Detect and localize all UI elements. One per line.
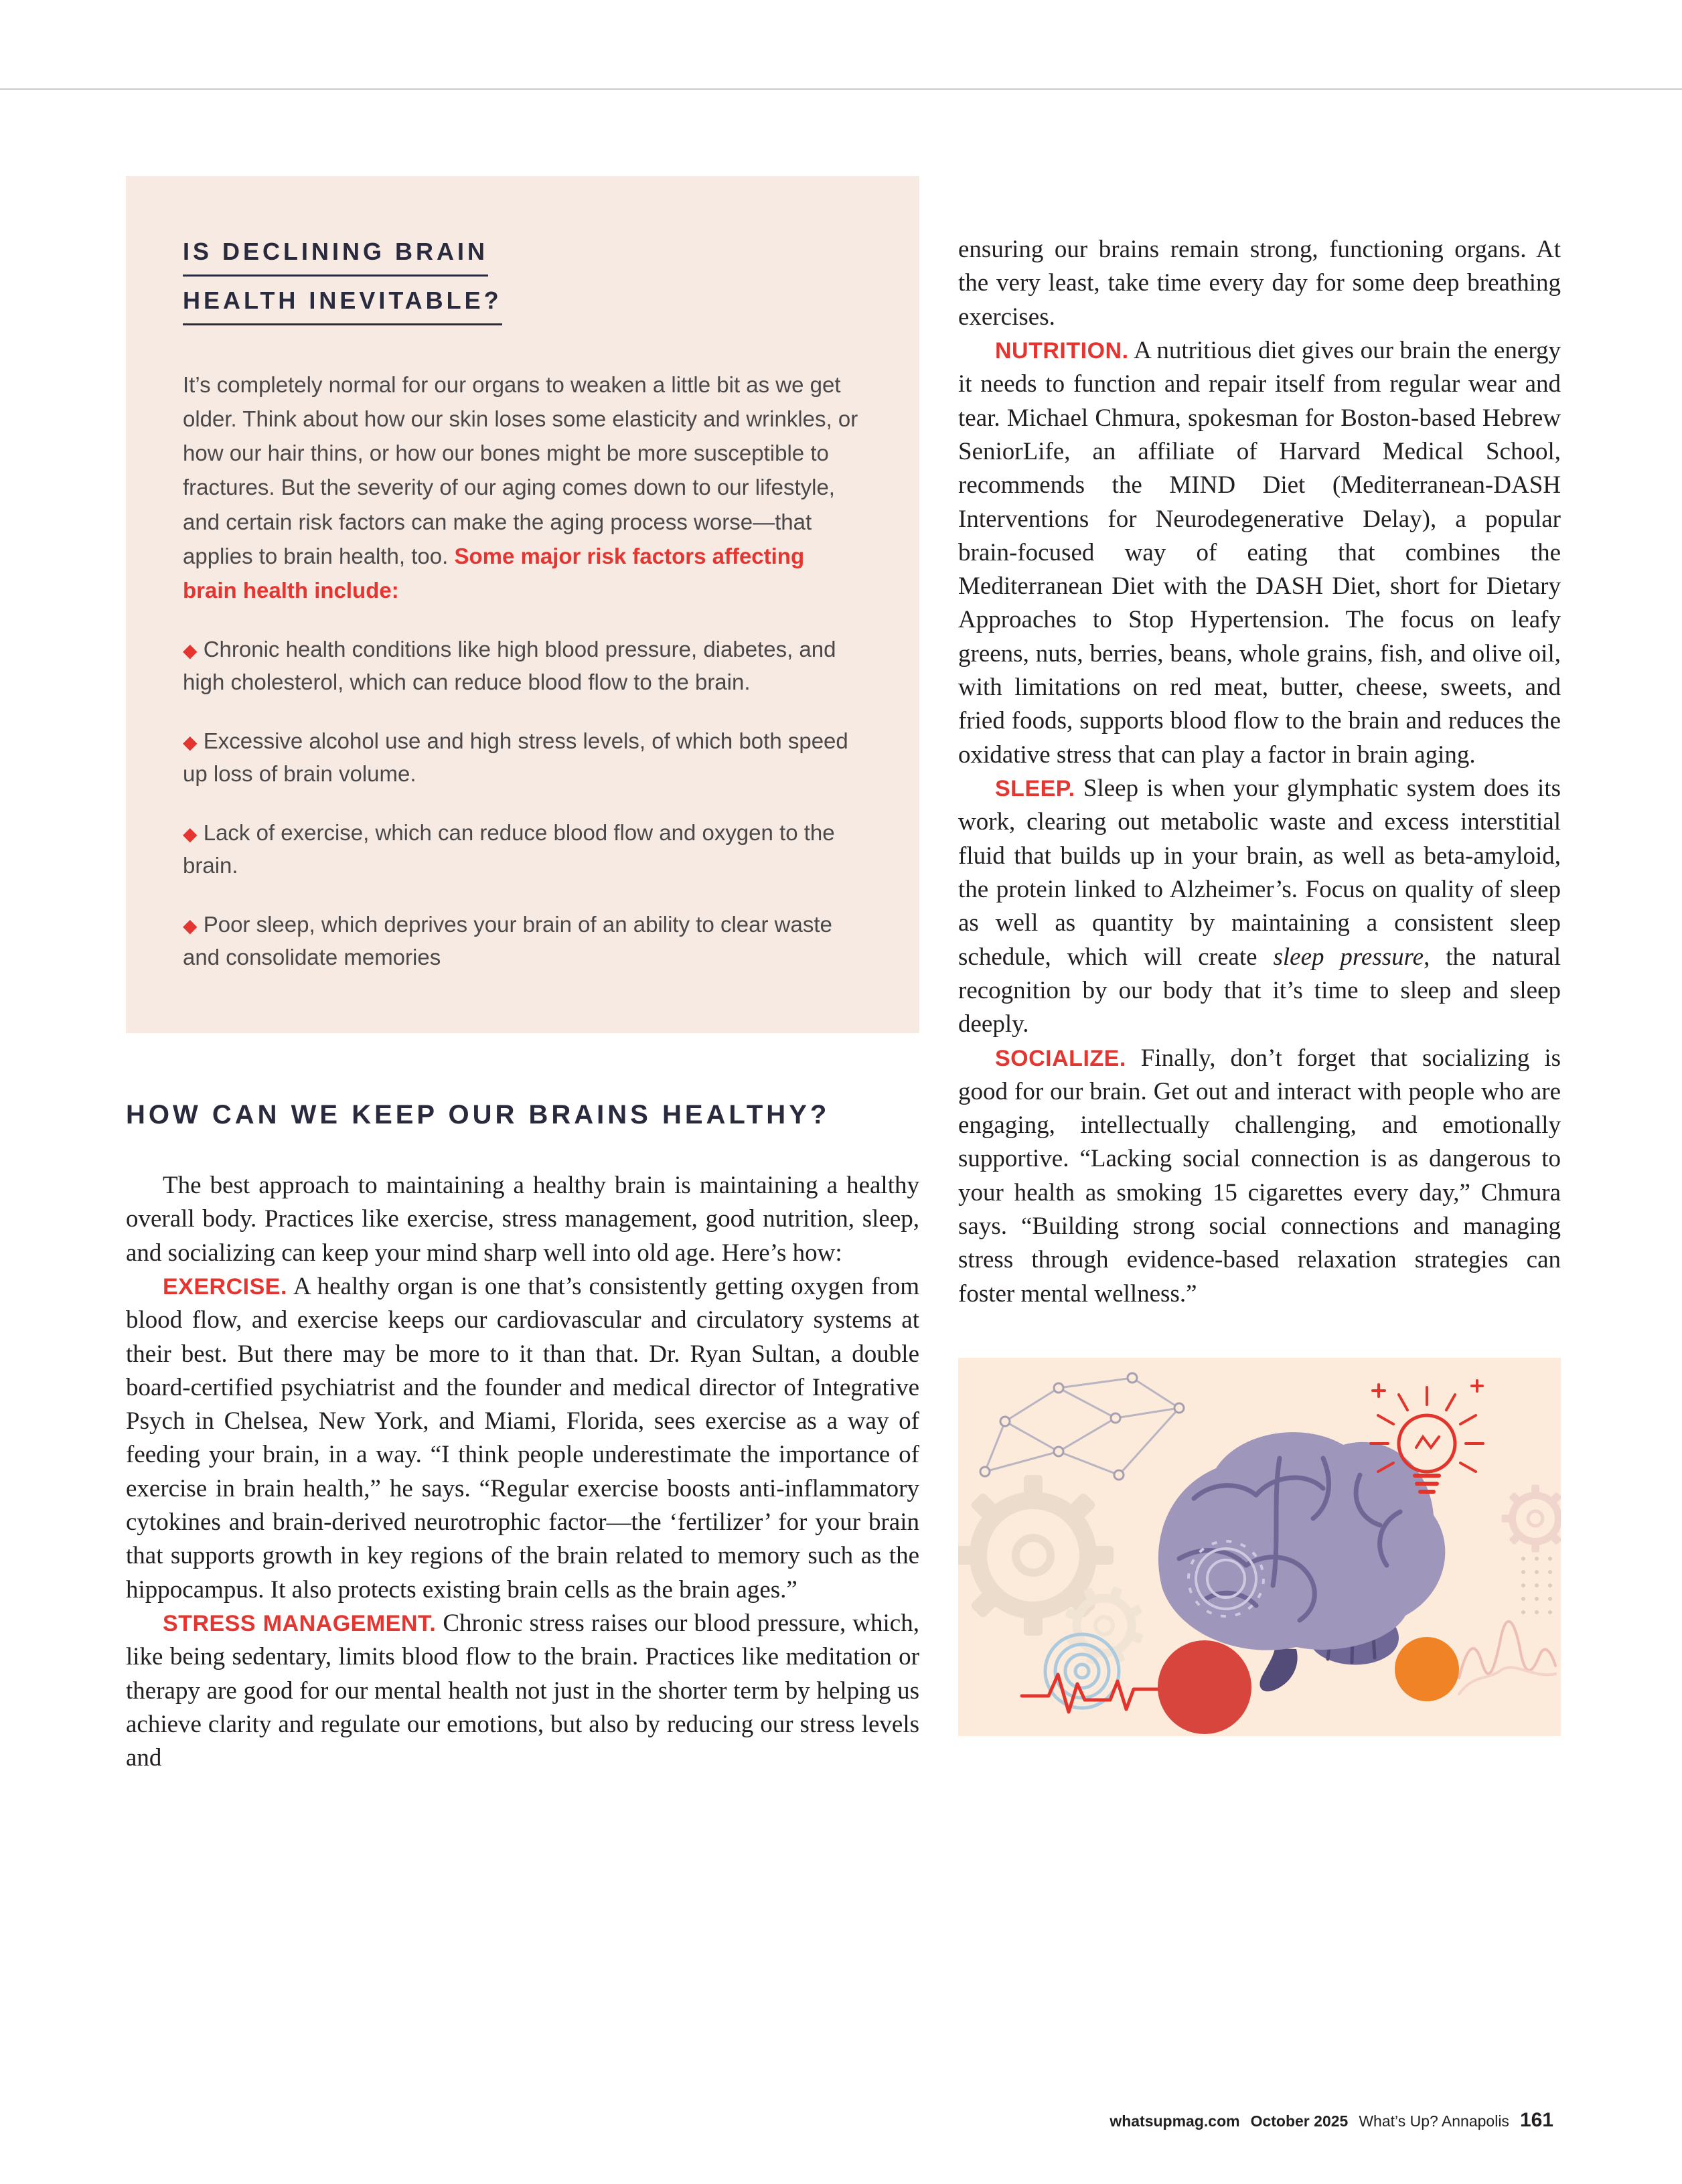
socialize-paragraph <box>958 1042 1561 1312</box>
socialize-text: Finally, don’t forget that socializing is good for our brain. Get out and interact with people who are engaging, intellectually challenging, and emotionally supportive. “Lacking social connection is as dangerous to your health as smoking 15 cigarettes every day,” Chmura says. “Building strong social connections and managing stress through evidence-based relaxation strategies can foster mental wellness.” <box>958 1044 1561 1308</box>
risk-list <box>183 633 862 974</box>
left-body-text <box>126 1169 919 1776</box>
sidebar-title <box>183 238 862 335</box>
exercise-lead: EXERCISE. <box>163 1273 287 1300</box>
section-heading: HOW CAN WE KEEP OUR BRAINS HEALTHY? <box>126 1099 830 1129</box>
sidebar-intro-highlight: Some major risk factors affecting brain health include: <box>183 543 805 603</box>
sidebar-intro <box>183 368 862 607</box>
diamond-bullet-icon: ◆ <box>183 823 198 844</box>
sidebar-box <box>126 176 919 1033</box>
intro-paragraph: The best approach to maintaining a healthy brain is maintaining a healthy overall body. Practices like exercise, stress management, good nutrition, sleep, and socializing can keep your mind sharp well into old age. Here’s how: <box>126 1171 919 1267</box>
risk-bullet <box>183 724 862 791</box>
nutrition-text: A nutritious diet gives our brain the energy it needs to function and repair itself from regular wear and tear. Michael Chmura, spokesman for Boston-based Hebrew SeniorLife, an affiliate of Harvard Medical School, recommends the MIND Diet (Mediterranean-DASH Interventions for Neurodegenerative Delay), a popular brain-focused way of eating that combines the Mediterranean Diet with the DASH Diet, short for Dietary Approaches to Stop Hypertension. The focus on leafy greens, nuts, berries, beans, whole grains, fish, and olive oil, with limitations on red meat, butter, cheese, sweets, and fried foods, supports blood flow to the brain and reduces the oxidative stress that can play a factor in brain aging. <box>958 336 1561 769</box>
footer-site: whatsupmag.com <box>1110 2112 1240 2130</box>
nutrition-paragraph <box>958 334 1561 772</box>
risk-bullet <box>183 633 862 699</box>
brain-illustration <box>958 1358 1561 1736</box>
sidebar-intro-text: It’s completely normal for our organs to weaken a little bit as we get older. Think about how our skin loses some elasticity and wrinkles, or how our hair thins, or how our bones might be more susceptible to fractures. But the severity of our aging comes down to our lifestyle, and certain risk factors can make the aging process worse—that applies to brain health, too. <box>183 372 858 568</box>
footer-publication: What’s Up? Annapolis <box>1359 2112 1509 2130</box>
footer <box>1110 2109 1553 2132</box>
sleep-paragraph <box>958 772 1561 1042</box>
stress-paragraph <box>126 1607 919 1776</box>
sleep-text-before: Sleep is when your glymphatic system does its work, clearing out metabolic waste and excess interstitial fluid that builds up in your brain, as well as beta-amyloid, the protein linked to Alzheimer’s. Focus on quality of sleep as well as quantity by maintaining a consistent sleep schedule, which will create <box>958 775 1561 971</box>
diamond-bullet-icon: ◆ <box>183 915 198 936</box>
sidebar-title-line2: HEALTH INEVITABLE? <box>183 287 502 325</box>
left-column <box>126 176 919 1776</box>
diamond-bullet-icon: ◆ <box>183 731 198 753</box>
risk-bullet <box>183 816 862 882</box>
footer-page-number: 161 <box>1519 2109 1553 2131</box>
red-circle <box>1158 1640 1251 1734</box>
exercise-text: A healthy organ is one that’s consistently getting oxygen from blood flow, and exercise keeps our cardiovascular and circulatory systems at their best. But there may be more to it than that. Dr. Ryan Sultan, a double board-certified psychiatrist and the founder and medical director of Integrative Psych in Chelsea, New York, and Miami, Florida, sees exercise as a way of feeding your brain, in a way. “I think people underestimate the importance of exercise in brain health,” he says. “Regular exercise boosts anti-inflammatory cytokines and brain-derived neurotrophic factor—the ‘fertilizer’ for your brain that supports growth in key regions of the brain related to memory such as the hippocampus. It also protects existing brain cells as the brain ages.” <box>126 1272 919 1604</box>
risk-bullet-text: Poor sleep, which deprives your brain of an ability to clear waste and consolidate memories <box>183 911 832 970</box>
page-content <box>126 176 1561 1776</box>
risk-bullet-text: Lack of exercise, which can reduce blood flow and oxygen to the brain. <box>183 820 835 878</box>
continuation-paragraph: ensuring our brains remain strong, functioning organs. At the very least, take time every day for some deep breathing exercises. <box>958 236 1561 331</box>
top-rule <box>0 88 1682 90</box>
right-column <box>958 176 1561 1776</box>
orange-circle <box>1395 1637 1459 1701</box>
sleep-italic: sleep pressure <box>1273 943 1424 971</box>
sleep-text-after: , the natural recognition by our body that it’s time to sleep and sleep deeply. <box>958 943 1561 1038</box>
stress-text: Chronic stress raises our blood pressure, which, like being sedentary, limits blood flow to the brain. Practices like meditation or therapy are good for our mental health not just in the shorter term by helping us achieve clarity and regulate our emotions, but also by reducing our stress levels and <box>126 1610 919 1772</box>
risk-bullet-text: Excessive alcohol use and high stress levels, of which both speed up loss of brain volume. <box>183 728 848 787</box>
sidebar-title-line1: IS DECLINING BRAIN <box>183 238 488 277</box>
exercise-paragraph <box>126 1270 919 1607</box>
stress-lead: STRESS MANAGEMENT. <box>163 1611 437 1637</box>
footer-issue: October 2025 <box>1250 2112 1349 2130</box>
risk-bullet-text: Chronic health conditions like high blood pressure, diabetes, and high cholesterol, which can reduce blood flow to the brain. <box>183 636 836 695</box>
risk-bullet <box>183 908 862 974</box>
diamond-bullet-icon: ◆ <box>183 639 198 661</box>
sleep-lead: SLEEP. <box>995 776 1075 801</box>
nutrition-lead: NUTRITION. <box>995 337 1129 364</box>
socialize-lead: SOCIALIZE. <box>995 1045 1126 1071</box>
